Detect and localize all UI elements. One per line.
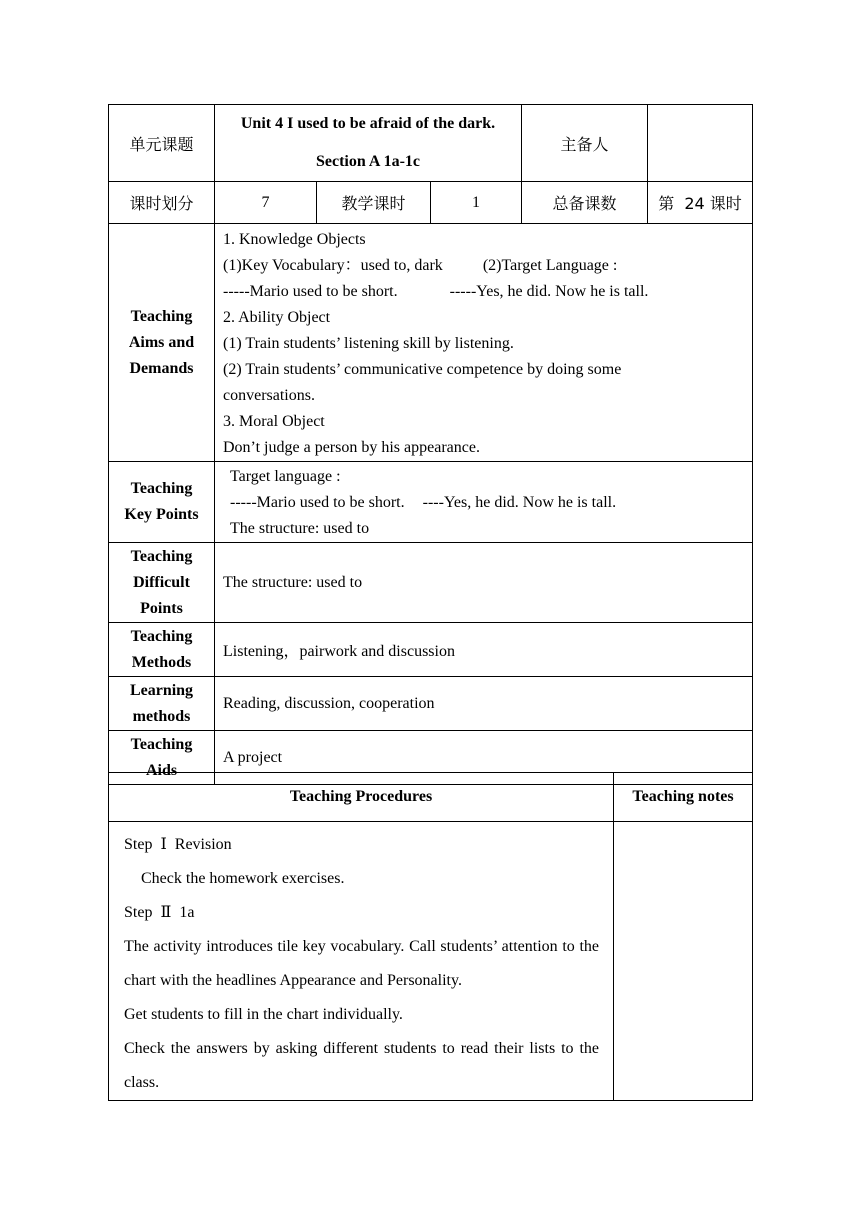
unit-title [215,105,522,182]
aids-label: Teaching Aids [109,731,215,785]
procedures-table [108,772,753,1101]
total-value: 第 24 课时 [648,182,753,224]
lesson-label: 教学课时 [317,182,431,224]
key-points-label: Teaching Key Points [109,462,215,543]
aims-line: (1) Train students’ listening skill by listening. [223,335,514,352]
procedure-line: Check the answers by asking different students to read their lists to the class. [124,1040,599,1091]
total-label: 总备课数 [522,182,648,224]
key-points-content [215,462,753,543]
aims-line: 3. Moral Object [223,413,325,430]
unit-title-line1: Unit 4 I used to be afraid of the dark. [240,115,496,132]
methods-value: Listening，pairwork and discussion [215,623,753,677]
key-points-row [109,462,753,543]
key-points-line: -----Mario used to be short. ----Yes, he did. Now he is tall. [230,494,617,511]
procedures-header-row [109,773,753,822]
aims-line: 1. Knowledge Objects [223,231,366,248]
aims-line: Don’t judge a person by his appearance. [223,439,480,456]
key-points-line: The structure: used to [230,520,370,537]
aims-line: conversations. [223,387,315,404]
lesson-value: 1 [431,182,522,224]
aims-line: -----Mario used to be short. -----Yes, he did. Now he is tall. [223,283,649,300]
aims-line: (2) Train students’ communicative competence by doing some [223,361,622,378]
aims-row [109,224,753,462]
procedure-line: The activity introduces tile key vocabulary. Call students’ attention to the chart with the headlines Appearance and Personality. [124,938,599,989]
schedule-row [109,182,753,224]
unit-label: 单元课题 [109,105,215,182]
difficult-row [109,543,753,623]
procedure-step: Step Ⅰ Revision [124,836,232,853]
preparer-label: 主备人 [522,105,648,182]
aims-line: (1)Key Vocabulary：used to, dark (2)Target Language : [223,257,618,274]
aids-value: A project [215,731,753,785]
aims-line: 2. Ability Object [223,309,331,326]
methods-label: Teaching Methods [109,623,215,677]
difficult-value: The structure: used to [215,543,753,623]
procedure-line: Get students to fill in the chart individually. [124,1006,403,1023]
aims-label: Teaching Aims and Demands [109,224,215,462]
procedure-step: Step Ⅱ 1a [124,904,195,921]
learning-value: Reading, discussion, cooperation [215,677,753,731]
aims-content [215,224,753,462]
difficult-label: Teaching Difficult Points [109,543,215,623]
title-row [109,105,753,182]
key-points-line: Target language : [230,468,341,485]
unit-title-line2: Section A 1a-1c [316,153,420,170]
notes-content [614,822,753,1101]
learning-row [109,677,753,731]
procedures-header: Teaching Procedures [109,773,614,822]
notes-header: Teaching notes [614,773,753,822]
learning-label: Learning methods [109,677,215,731]
division-value: 7 [215,182,317,224]
division-label: 课时划分 [109,182,215,224]
methods-row [109,623,753,677]
procedures-body-row [109,822,753,1101]
preparer-value [648,105,753,182]
procedure-line: Check the homework exercises. [141,870,345,887]
procedures-content [109,822,614,1101]
lesson-info-table [108,104,753,785]
